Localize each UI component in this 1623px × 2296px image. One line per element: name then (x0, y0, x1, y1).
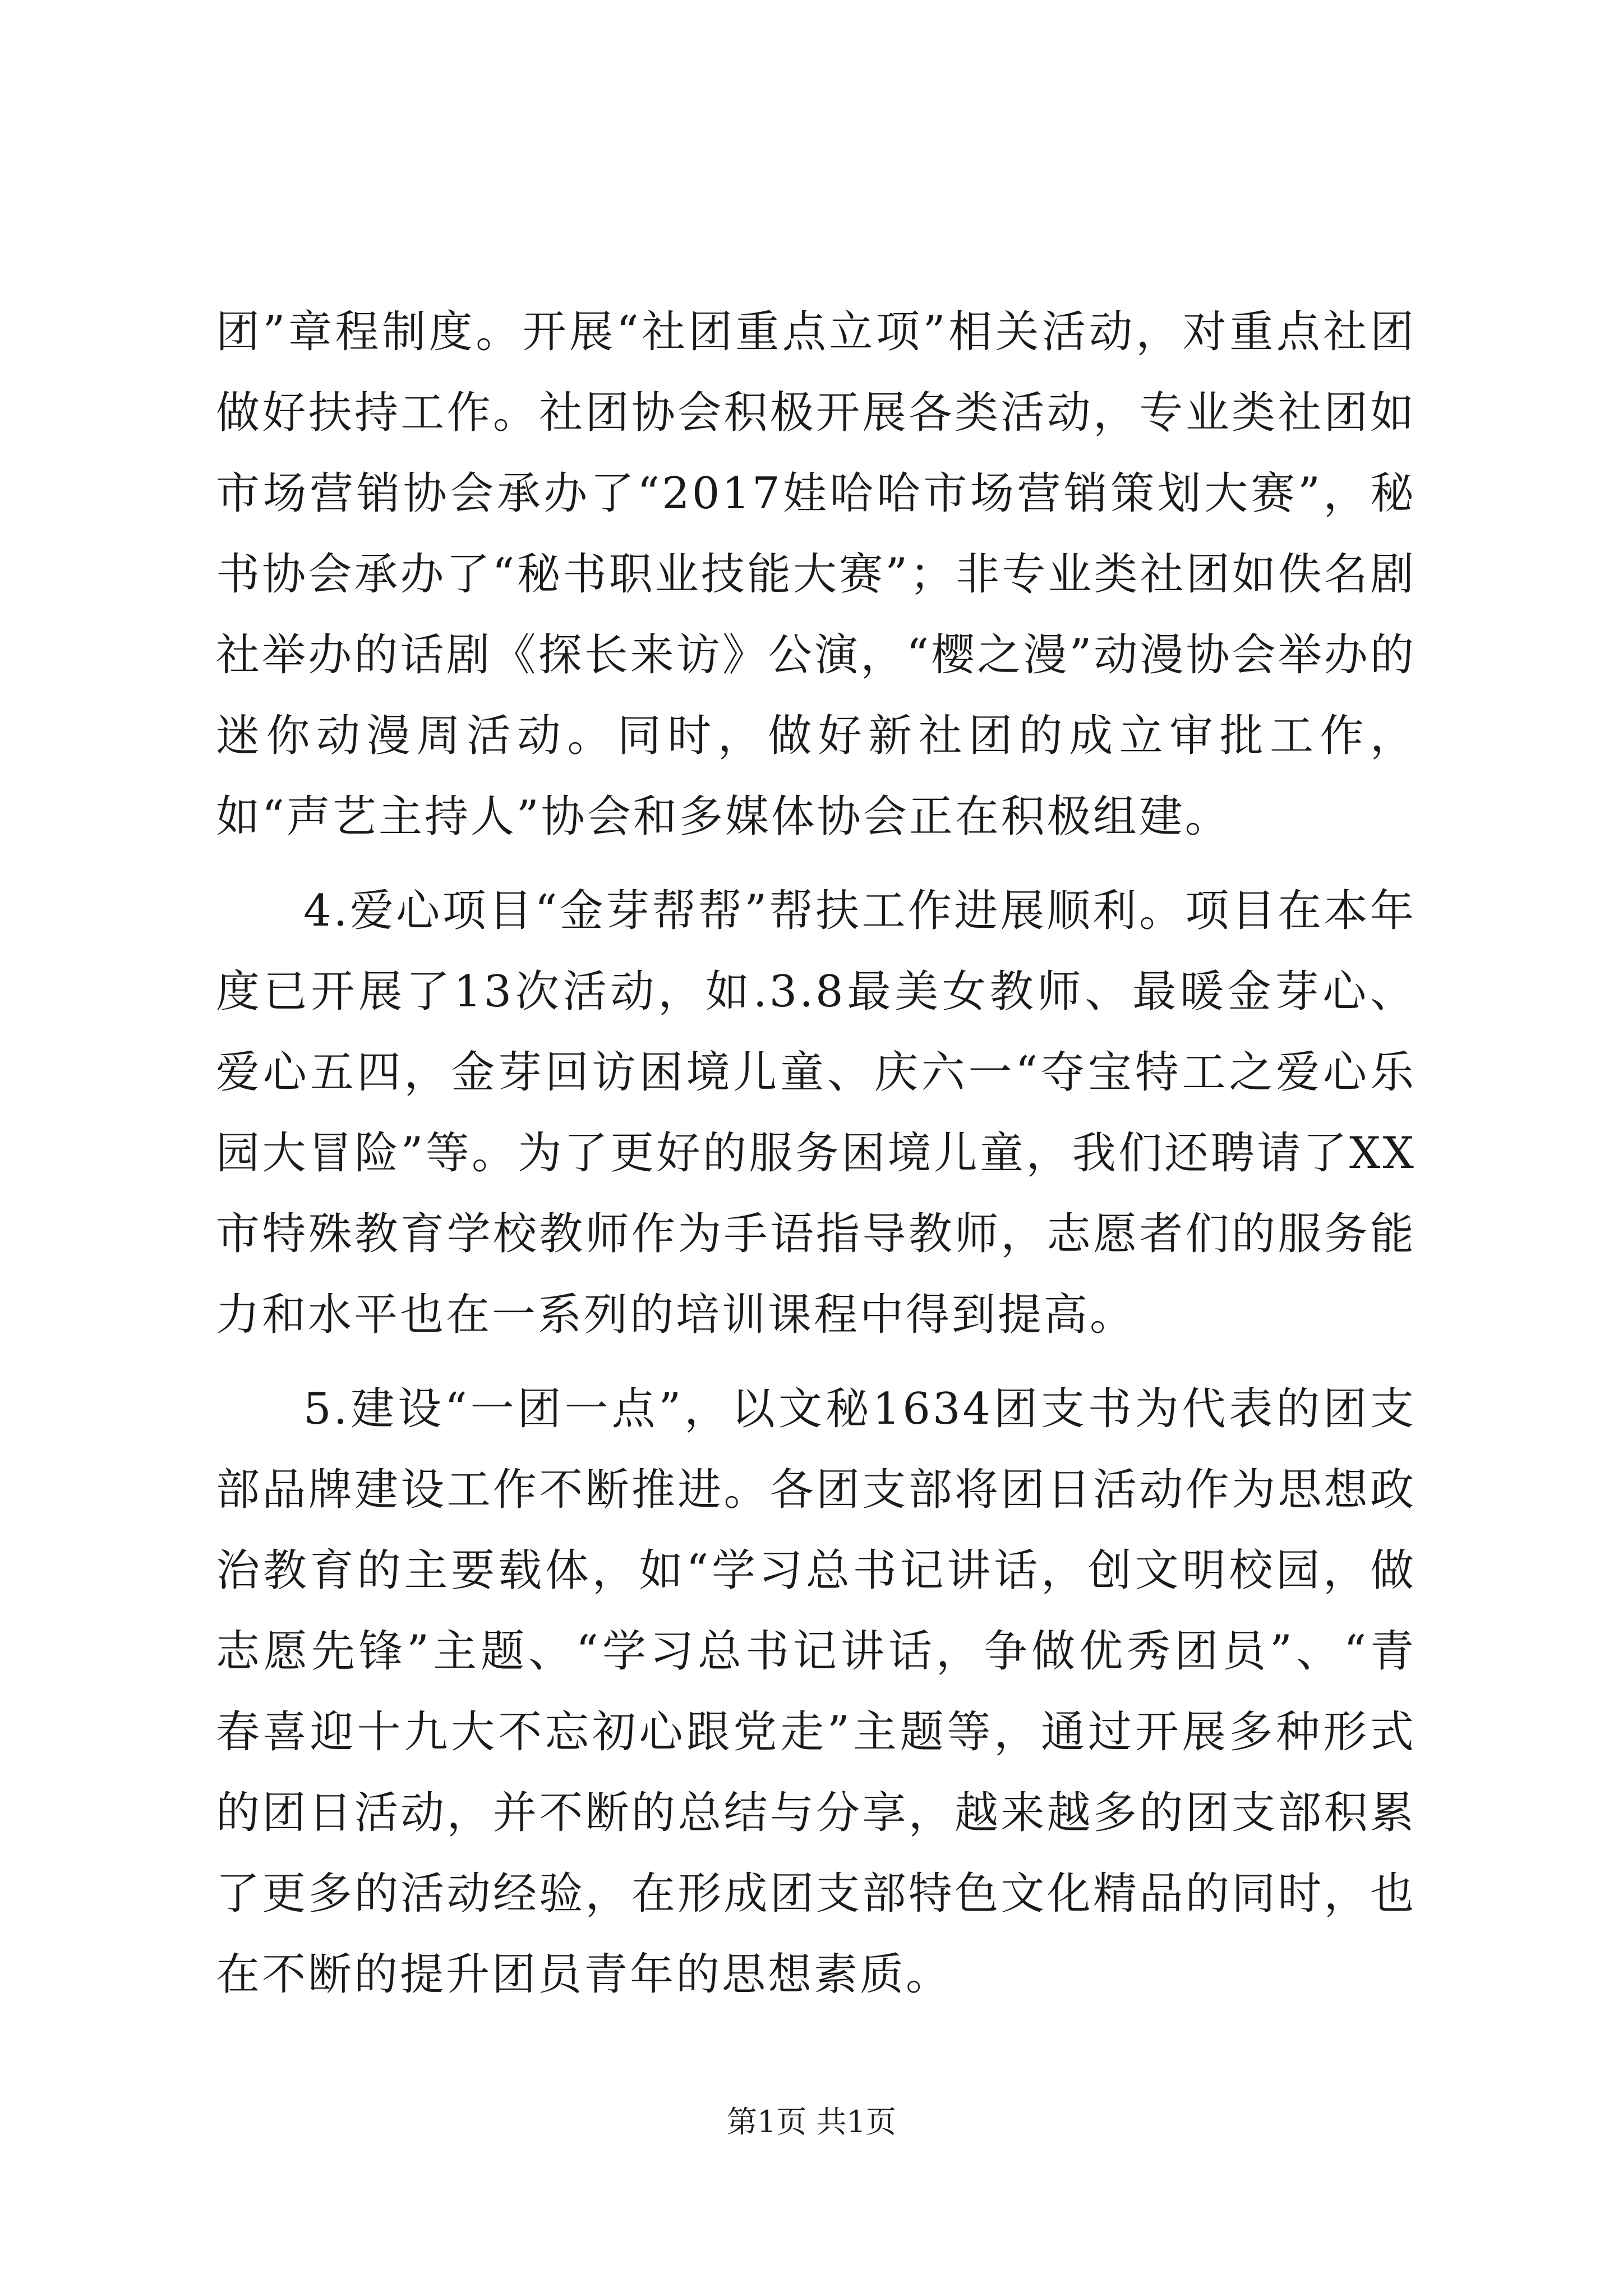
page-footer: 第1页 共1页 (727, 2104, 896, 2139)
paragraph-continuation: 团”章程制度。开展“社团重点立项”相关活动，对重点社团做好扶持工作。社团协会积极开展各类活动，专业类社团如市场营销协会承办了“2017娃哈哈市场营销策划大赛”，秘书协会承办了“秘书职业技能大赛”；非专业类社团如佚名剧社举办的话剧《探长来访》公演，“樱之漫”动漫协会举办的迷你动漫周活动。同时，做好新社团的成立审批工作，如“声艺主持人”协会和多媒体协会正在积极组建。 (216, 307, 1416, 842)
paragraph-item-5: 5.建设“一团一点”，以文秘1634团支书为代表的团支部品牌建设工作不断推进。各团支部将团日活动作为思想政治教育的主要载体，如“学习总书记讲话，创文明校园，做志愿先锋”主题、“学习总书记讲话，争做优秀团员”、“青春喜迎十九大不忘初心跟党走”主题等，通过开展多种形式的团日活动，并不断的总结与分享，越来越多的团支部积累了更多的活动经验，在形成团支部特色文化精品的同时，也在不断的提升团员青年的思想素质。 (216, 1384, 1416, 2000)
document-body (216, 292, 1416, 2015)
paragraph-item-4: 4.爱心项目“金芽帮帮”帮扶工作进展顺利。项目在本年度已开展了13次活动，如.3.8最美女教师、最暖金芽心、爱心五四，金芽回访困境儿童、庆六一“夺宝特工之爱心乐园大冒险”等。为了更好的服务困境儿童，我们还聘请了XX市特殊教育学校教师作为手语指导教师，志愿者们的服务能力和水平也在一系列的培训课程中得到提高。 (216, 886, 1416, 1340)
